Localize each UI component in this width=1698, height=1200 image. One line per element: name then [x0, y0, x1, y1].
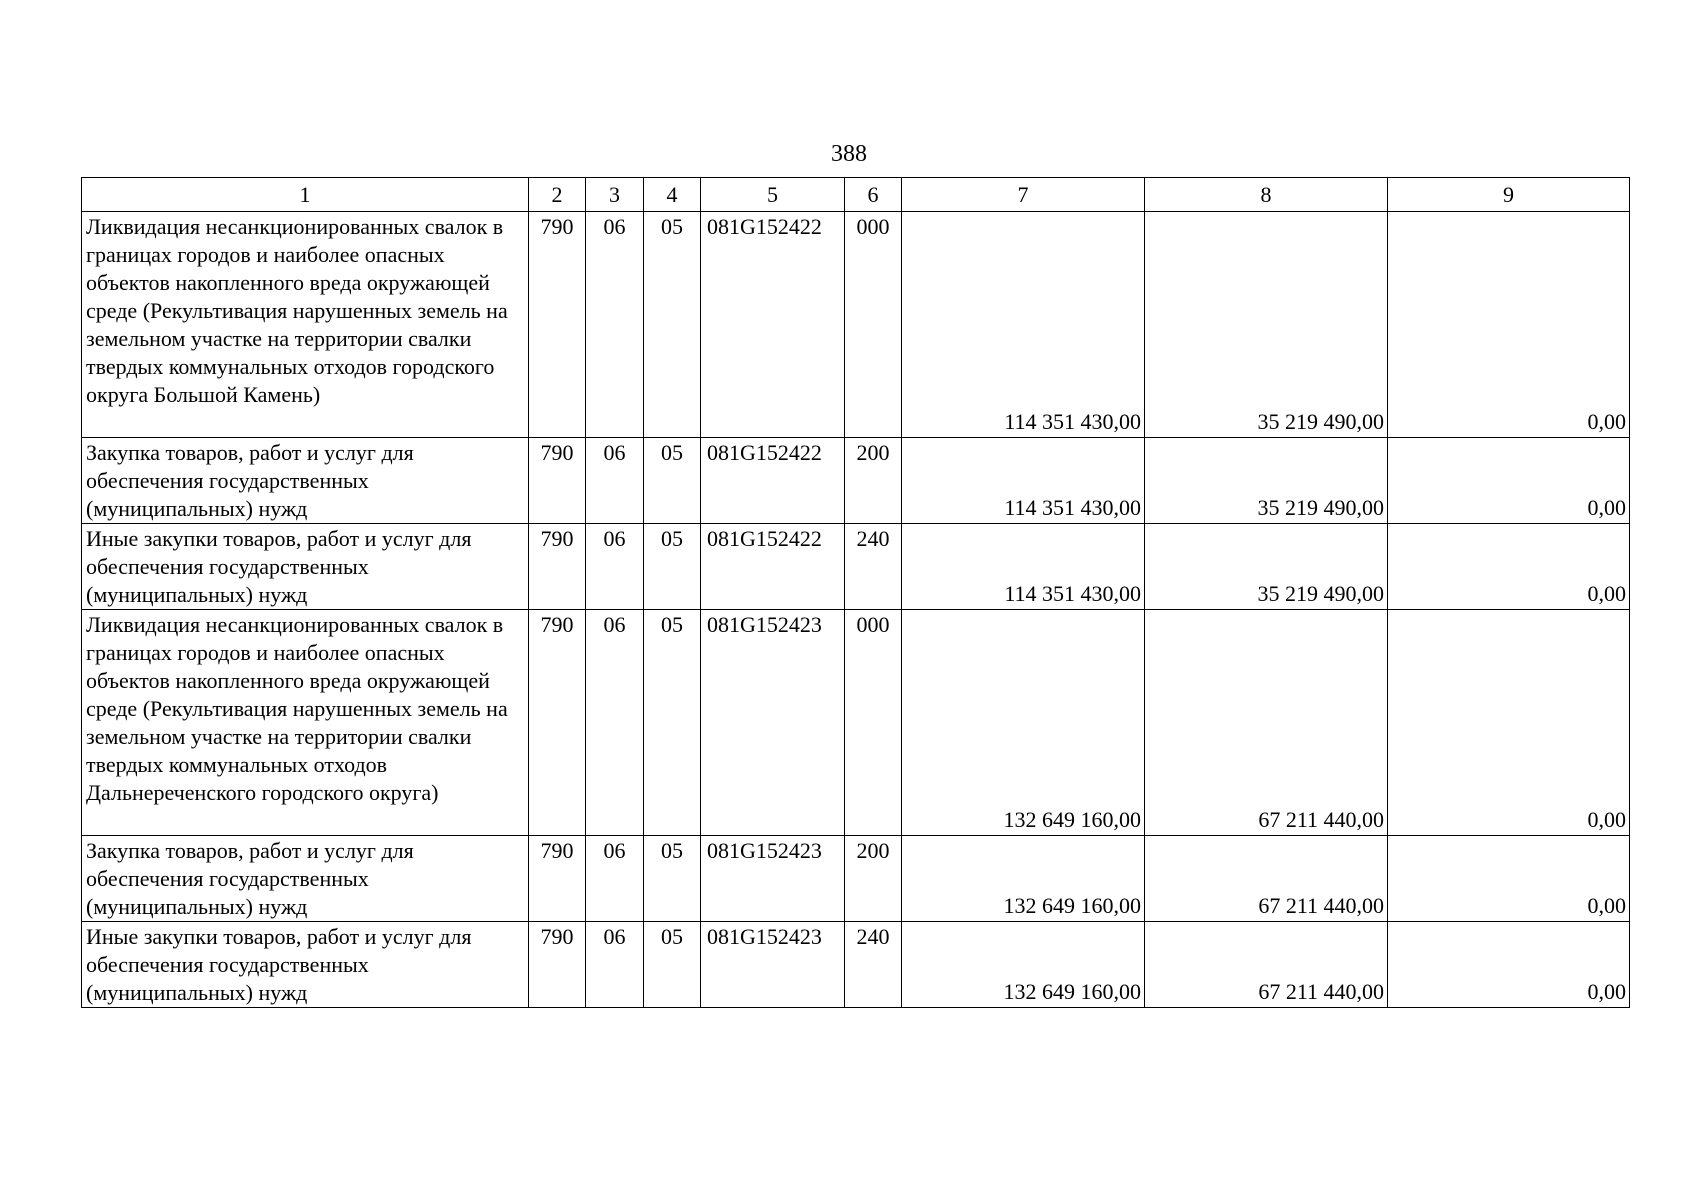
cell-col8: 35 219 490,00: [1145, 212, 1388, 438]
budget-table: [81, 177, 1630, 1008]
cell-col5: 081G152423: [701, 836, 845, 922]
column-header: 7: [902, 178, 1145, 212]
table-row: [82, 438, 1630, 524]
cell-col7: 132 649 160,00: [902, 922, 1145, 1008]
cell-col6: 200: [845, 438, 902, 524]
cell-col2: 790: [529, 212, 586, 438]
column-header: 1: [82, 178, 529, 212]
column-header: 9: [1388, 178, 1630, 212]
table-row: [82, 922, 1630, 1008]
cell-col4: 05: [644, 524, 701, 610]
cell-col7: 132 649 160,00: [902, 836, 1145, 922]
cell-col4: 05: [644, 836, 701, 922]
cell-col5: 081G152422: [701, 524, 845, 610]
cell-col8: 67 211 440,00: [1145, 836, 1388, 922]
cell-col5: 081G152423: [701, 610, 845, 836]
cell-col9: 0,00: [1388, 836, 1630, 922]
cell-col7: 114 351 430,00: [902, 524, 1145, 610]
table-header-row: [82, 178, 1630, 212]
cell-col3: 06: [586, 438, 644, 524]
cell-col3: 06: [586, 922, 644, 1008]
cell-col5: 081G152423: [701, 922, 845, 1008]
cell-col4: 05: [644, 438, 701, 524]
cell-col3: 06: [586, 524, 644, 610]
cell-col3: 06: [586, 610, 644, 836]
cell-col4: 05: [644, 922, 701, 1008]
cell-col2: 790: [529, 610, 586, 836]
cell-col7: 114 351 430,00: [902, 438, 1145, 524]
column-header: 8: [1145, 178, 1388, 212]
cell-col5: 081G152422: [701, 212, 845, 438]
cell-col4: 05: [644, 610, 701, 836]
row-name: Закупка товаров, работ и услуг для обеспечения государственных (муниципальных) нужд: [82, 836, 529, 922]
row-name: Ликвидация несанкционированных свалок в границах городов и наиболее опасных объектов накопленного вреда окружающей среде (Рекультивация нарушенных земель на земельном участке на территории свалки твердых коммунальных отходов городского округа Большой Камень): [82, 212, 529, 438]
cell-col9: 0,00: [1388, 524, 1630, 610]
column-header: 2: [529, 178, 586, 212]
cell-col2: 790: [529, 524, 586, 610]
cell-col8: 67 211 440,00: [1145, 922, 1388, 1008]
cell-col6: 000: [845, 610, 902, 836]
cell-col5: 081G152422: [701, 438, 845, 524]
cell-col2: 790: [529, 438, 586, 524]
cell-col2: 790: [529, 836, 586, 922]
cell-col6: 240: [845, 922, 902, 1008]
cell-col8: 67 211 440,00: [1145, 610, 1388, 836]
cell-col9: 0,00: [1388, 922, 1630, 1008]
page-number: 388: [831, 141, 867, 167]
cell-col9: 0,00: [1388, 212, 1630, 438]
cell-col4: 05: [644, 212, 701, 438]
cell-col3: 06: [586, 212, 644, 438]
row-name: Закупка товаров, работ и услуг для обеспечения государственных (муниципальных) нужд: [82, 438, 529, 524]
cell-col2: 790: [529, 922, 586, 1008]
row-name: Иные закупки товаров, работ и услуг для обеспечения государственных (муниципальных) нужд: [82, 922, 529, 1008]
column-header: 3: [586, 178, 644, 212]
column-header: 6: [845, 178, 902, 212]
cell-col6: 000: [845, 212, 902, 438]
cell-col9: 0,00: [1388, 438, 1630, 524]
cell-col9: 0,00: [1388, 610, 1630, 836]
table-row: [82, 836, 1630, 922]
cell-col7: 114 351 430,00: [902, 212, 1145, 438]
row-name: Ликвидация несанкционированных свалок в границах городов и наиболее опасных объектов накопленного вреда окружающей среде (Рекультивация нарушенных земель на земельном участке на территории свалки твердых коммунальных отходов Дальнереченского городского округа): [82, 610, 529, 836]
cell-col3: 06: [586, 836, 644, 922]
cell-col6: 200: [845, 836, 902, 922]
table-row: [82, 524, 1630, 610]
cell-col6: 240: [845, 524, 902, 610]
column-header: 4: [644, 178, 701, 212]
table-row: [82, 610, 1630, 836]
table-row: [82, 212, 1630, 438]
row-name: Иные закупки товаров, работ и услуг для обеспечения государственных (муниципальных) нужд: [82, 524, 529, 610]
cell-col8: 35 219 490,00: [1145, 438, 1388, 524]
cell-col7: 132 649 160,00: [902, 610, 1145, 836]
column-header: 5: [701, 178, 845, 212]
cell-col8: 35 219 490,00: [1145, 524, 1388, 610]
